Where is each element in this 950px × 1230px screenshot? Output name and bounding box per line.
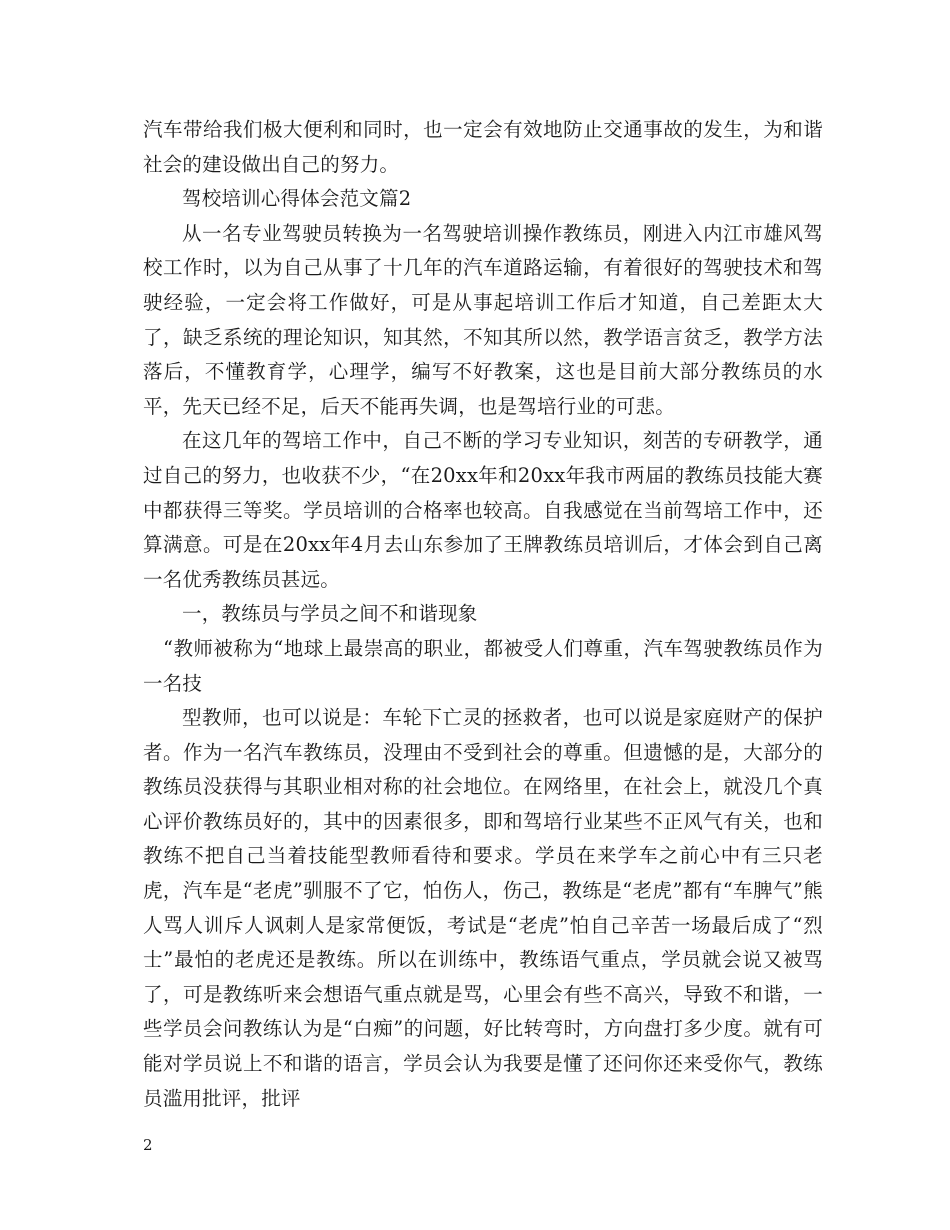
paragraph-discussion: 型教师，也可以说是：车轮下亡灵的拯救者，也可以说是家庭财产的保护者。作为一名汽车教练员，没理由不受到社会的尊重。但遗憾的是，大部分的教练员没获得与其职业相对称的社会地位。在网络里，在社会上，就没几个真心评价教练员好的，其中的因素很多，即和驾培行业某些不正风气有关，也和教练不把自己当着技能型教师看待和要求。学员在来学车之前心中有三只老虎，汽车是“老虎”驯服不了它，怕伤人，伤己，教练是“老虎”都有“车脾气”熊人骂人训斥人讽刺人是家常便饭，考试是“老虎”怕自己辛苦一场最后成了“烈士”最怕的老虎还是教练。所以在训练中，教练语气重点，学员就会说又被骂了，可是教练听来会想语气重点就是骂，心里会有些不高兴，导致不和谐，一些学员会问教练认为是“白痴”的问题，好比转弯时，方向盘打多少度。就有可能对学员说上不和谐的语言，学员会认为我要是懂了还问你还来受你气，教练员滥用批评，批评	[143, 706, 823, 1110]
paragraph-background: 从一名专业驾驶员转换为一名驾驶培训操作教练员，刚进入内江市雄风驾校工作时，以为自己从事了十几年的汽车道路运输，有着很好的驾驶技术和驾驶经验，一定会将工作做好，可是从事起培训工作后才知道，自己差距太大了，缺乏系统的理论知识，知其然，不知其所以然，教学语言贫乏，教学方法落后，不懂教育学，心理学，编写不好教案，这也是目前大部分教练员的水平，先天已经不足，后天不能再失调，也是驾培行业的可悲。	[143, 221, 823, 418]
paragraph-teacher-quote: “教师被称为“地球上最崇高的职业，都被受人们尊重，汽车驾驶教练员作为一名技	[143, 636, 823, 695]
document-body	[143, 113, 823, 1116]
paragraph-achievements: 在这几年的驾培工作中，自己不断的学习专业知识，刻苦的专研教学，通过自己的努力，也收获不少，“在20xx年和20xx年我市两届的教练员技能大赛中都获得三等奖。学员培训的合格率也较高。自我感觉在当前驾培工作中，还算满意。可是在20xx年4月去山东参加了王牌教练员培训后，才体会到自己离一名优秀教练员甚远。	[143, 429, 823, 591]
page-number: 2	[143, 1136, 153, 1154]
subsection-heading: 一，教练员与学员之间不和谐现象	[182, 602, 478, 626]
section-title: 驾校培训心得体会范文篇2	[182, 187, 412, 211]
paragraph-continuation: 汽车带给我们极大便利和同时，也一定会有效地防止交通事故的发生，为和谐社会的建设做出自己的努力。	[143, 118, 823, 176]
